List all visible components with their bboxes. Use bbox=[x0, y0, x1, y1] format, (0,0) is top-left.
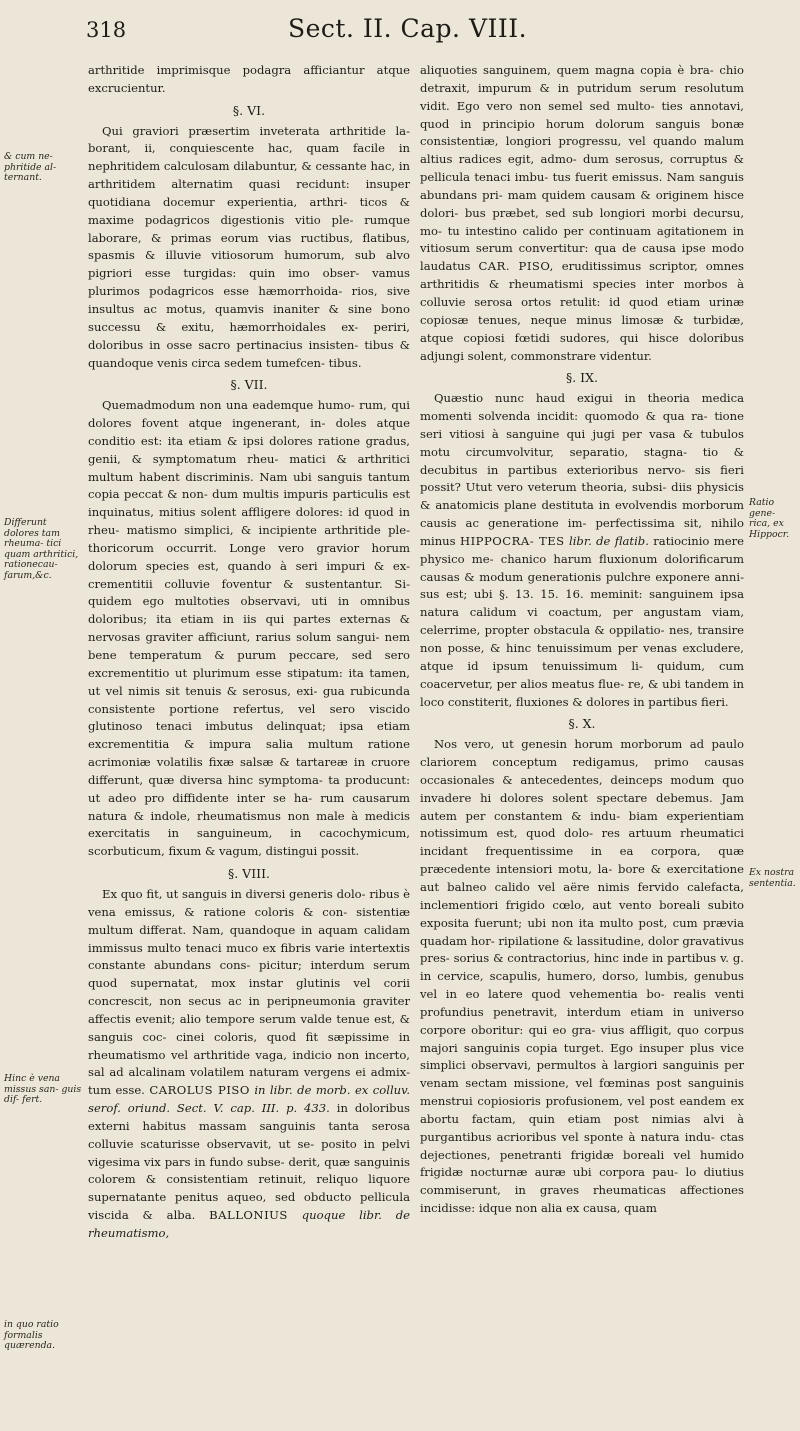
margin-note-blood: Hinc è vena missus san- guis dif- fert. bbox=[4, 1073, 82, 1106]
citation: in libr. de morb. ex colluv. serof. oriund. Sect. V. cap. III. p. 433. bbox=[88, 1083, 411, 1116]
page-number: 318 bbox=[86, 18, 127, 42]
paragraph-text: Quæstio nunc haud exigui in theoria medica momenti solvenda incidit: quomodo & qua ra- tione seri vitiosi à sanguine qui jugi per vasa & tubulos motu circumvolvitur, separatio, stagna- tio & decubitus in partibus exterioribus nervo- sis fieri possit? Utut vero veterum theoria, subsi- diis physicis & anatomicis plane destituta in evolvendis morborum causis ac generatione im- perfectissima sit, nihilo minus bbox=[420, 391, 744, 548]
section-heading: §. IX. bbox=[565, 370, 598, 386]
page-header bbox=[0, 14, 800, 54]
author-name: HIPPOCRA- TES bbox=[459, 533, 565, 548]
paragraph bbox=[420, 62, 744, 365]
paragraph: arthritide imprimisque podagra afficiantur atque excrucientur. bbox=[88, 63, 410, 95]
paragraph: Qui graviori præsertim inveterata arthritide la- borant, ii, conquiescente hac, quam facile in nephritidem calculosam dilabuntur, & cessante hac, in arthritidem alternatim quasi recidunt: insuper quotidiana docemur experientia, arthri- ticos & maxime podagricos digestionis vitio ple- rumque laborare, & primas eorum vias ructibus, flatibus, spasmis & illuvie vitiosorum humorum, sub alvo pigriori esse turgidas: quin imo obser- vamus plurimos podagricos esse hæmorrhoida- rios, sive insultus ac motus, quamvis inaniter & sine bono successu & exitu, hæmorrhoidales ex- periri, doloribus in osse sacro pertinacius insisten- tibus & quandoque venis circa sedem tumefcen- tibus. bbox=[88, 123, 410, 370]
left-column bbox=[88, 62, 410, 1243]
paragraph-text: eruditissimus scriptor, omnes arthritidis & rheumatismi species inter morbos à colluvie serosa ortos retulit: id quod etiam urinæ copiosæ tenues, neque minus limosæ & turbidæ, atque copiosi fœtidi sudores, qui hisce doloribus adjungi solent, commonstrare videntur. bbox=[420, 259, 744, 363]
margin-note-generic-reason: Ratio gene- rica, ex Hippocr. bbox=[749, 497, 790, 540]
paragraph: Quemadmodum non una eademque humo- rum, qui dolores fovent atque ingenerant, in- doles atque conditio est: ita etiam & ipsi dolores ratione gradus, genii, & symptomatum rheu- matici & arthritici multum habent discriminis. Nam ubi sanguis tantum copia peccat & non- dum multis impuris particulis est inquinatus, mitius solent affligere dolores: id quod in rheu- matismo simplici, & incipiente arthritide ple- thoricorum occurrit. Longe vero gravior horum dolorum species est, quando à seri impuri & ex- crementitii colluvie foventur & sustentantur. Si- quidem ego multoties observavi, uti in omnibus doloribus; ita etiam in iis qui partes externas & nervosas graviter afficiunt, rarius solum sangui- nem bene temperatum & purum peccare, sed sero excrementitio ut plurimum esse stipatum: ita tamen, ut vel nimis sit tenuis & serosus, exi- gua rubicunda consistente portione refertus, vel sero viscido glutinoso tenaci imbutus delinquat; ipsa etiam excrementitia & impura salia multum ratione acrimoniæ volatilis fixæ salsæ & tartareæ in cruore differunt, quæ diversa hinc symptoma- ta producunt: ut adeo pro diffidente inter se ha- rum causarum natura & indole, rheumatismus non male à medicis exercitatis in sanguineum, in cacochymicum, scorbuticum, fixum & vagum, distingui possit. bbox=[88, 398, 410, 859]
margin-note-formal-reason: in quo ratio formalis quærenda. bbox=[4, 1319, 59, 1352]
paragraph-text: in doloribus externi habitus massam sanguinis tanta serosa colluvie scaturisse observavit, ut se- posito in pelvi vigesima vix pars in fundo subse- derit, quæ sanguinis colorem & consistentiam retinuit, reliquo liquore supernatante penitus aqueo, sed obducto pellicula viscida & alba. bbox=[88, 1101, 410, 1223]
citation: libr. de flatib. bbox=[569, 533, 649, 548]
author-name: CAROLUS PISO bbox=[149, 1083, 250, 1098]
paragraph-text: Ex quo fit, ut sanguis in diversi generis dolo- ribus è vena emissus, & ratione coloris & con- sistentiæ multum differat. Nam, quandoque in aquam calidam immissus multo tenaci muco ex fibris varie intertextis constante abundans cons- picitur; interdum serum quod supernatat, mox instar glutinis vel corii concrescit, non secus ac in peripneumonia graviter affectis evenit; alio tempore serum valde tenue est, & sanguis coc- cinei coloris, quod fit sæpissime in rheumatismo vel arthritide vaga, indicio non incerto, sal ad alcalinam volatilem naturam vergens ei admix- tum esse. bbox=[88, 886, 410, 1098]
paragraph: Nos vero, ut genesin horum morborum ad paulo clariorem conceptum redigamus, primo causas occasionales & antecedentes, deinceps modum quo invadere hi dolores solent spectare debemus. Jam autem per constantem & indu- biam experientiam notissimum est, quod dolo- res artuum rheumatici incidant frequentissime in ea corpora, quæ præcedente intensiori motu, la- bore & exercitatione aut balneo calido vel aëre nimis fervido calefacta, inclementiori frigido cœlo, aut vento boreali subito exposita fuerunt; ubi non ita multo post, cum prævia quadam hor- ripilatione & lassitudine, dolor gravativus pres- sorius & contractorius, hinc inde in partibus v. g. in cervice, scapulis, humero, dorso, lumbis, genubus vel in eo latere quod vehementia bo- realis venti profundius penetravit, interdum etiam in universo corpore oboritur: qui eo gra- vius affligit, quo corpus majori sanguinis copia turget. Ego insuper plus vice simplici observavi, permultos à largiori sanguinis per venam sectam missione, vel fœminas post sanguinis menstrui copiosioris profusionem, vel post eandem ex abortu factam, quin etiam post nimias alvi à purgantibus acrioribus vel sponte à natura indu- ctas dejectiones, penetranti frigidæ boreali vel humido frigidæ nocturnæ auræ ubi corpora pau- lo diutius commiserunt, in graves rheumaticas affectiones incidisse: idque non alia ex causa, quam bbox=[420, 737, 744, 1216]
paragraph-text: ratiocinio mere physico me- chanico harum fluxionum dolorificarum causas & modum generationis pulchre exponere anni- sus est; ubi §. 13. 15. 16. meminit: sanguinem ipsa natura calidum vi coactum, per angustam viam, celerrime, propter obstacula & oppilatio- nes, transire non posse, & hinc tenuissimum per venas excludere, atque id ipsum tenuissimum li- quidum, cum coacervetur, per alios meatus flue- re, & ubi tandem in loco constiterit, fluxiones & dolores in partibus fieri. bbox=[420, 533, 745, 709]
paragraph-text: aliquoties sanguinem, quem magna copia è bra- chio detraxit, impurum & in putridum serum resolutum vidit. Ego vero non semel sed multo- ties annotavi, quod in principio horum dolorum sanguis bonæ consistentiæ, longiori progressu, vel quando malum altius radices egit, admo- dum serosus, corruptus & pellicula tenaci imbu- tus fuerit emissus. Nam sanguis abundans pri- mam quidem causam & originem hisce dolori- bus præbet, sed sub longiori morbi decursu, mo- tu intestino calido per continuam agitationem in vitiosum serum convertitur: qua de causa ipse modo laudatus bbox=[420, 63, 744, 274]
section-heading: §. VI. bbox=[232, 102, 266, 118]
margin-note-differences: Differunt dolores tam rheuma- tici quam arthritici, rationecau- farum,&c. bbox=[4, 517, 79, 581]
section-heading: §. VII. bbox=[230, 377, 268, 393]
margin-note-our-opinion: Ex nostra sententia. bbox=[749, 867, 796, 889]
section-heading: §. X. bbox=[568, 716, 596, 732]
section-heading: §. VIII. bbox=[227, 866, 270, 882]
author-name: CAR. PISO, bbox=[478, 259, 554, 274]
right-column bbox=[420, 62, 744, 1218]
paragraph bbox=[420, 390, 744, 711]
margin-note-alternation: & cum ne- phritide al- ternant. bbox=[4, 151, 57, 184]
running-title: Sect. II. Cap. VIII. bbox=[288, 14, 528, 43]
paragraph bbox=[88, 886, 410, 1243]
author-name: BALLONIUS bbox=[209, 1208, 288, 1223]
citation: quoque libr. de rheumatismo, bbox=[88, 1208, 410, 1240]
